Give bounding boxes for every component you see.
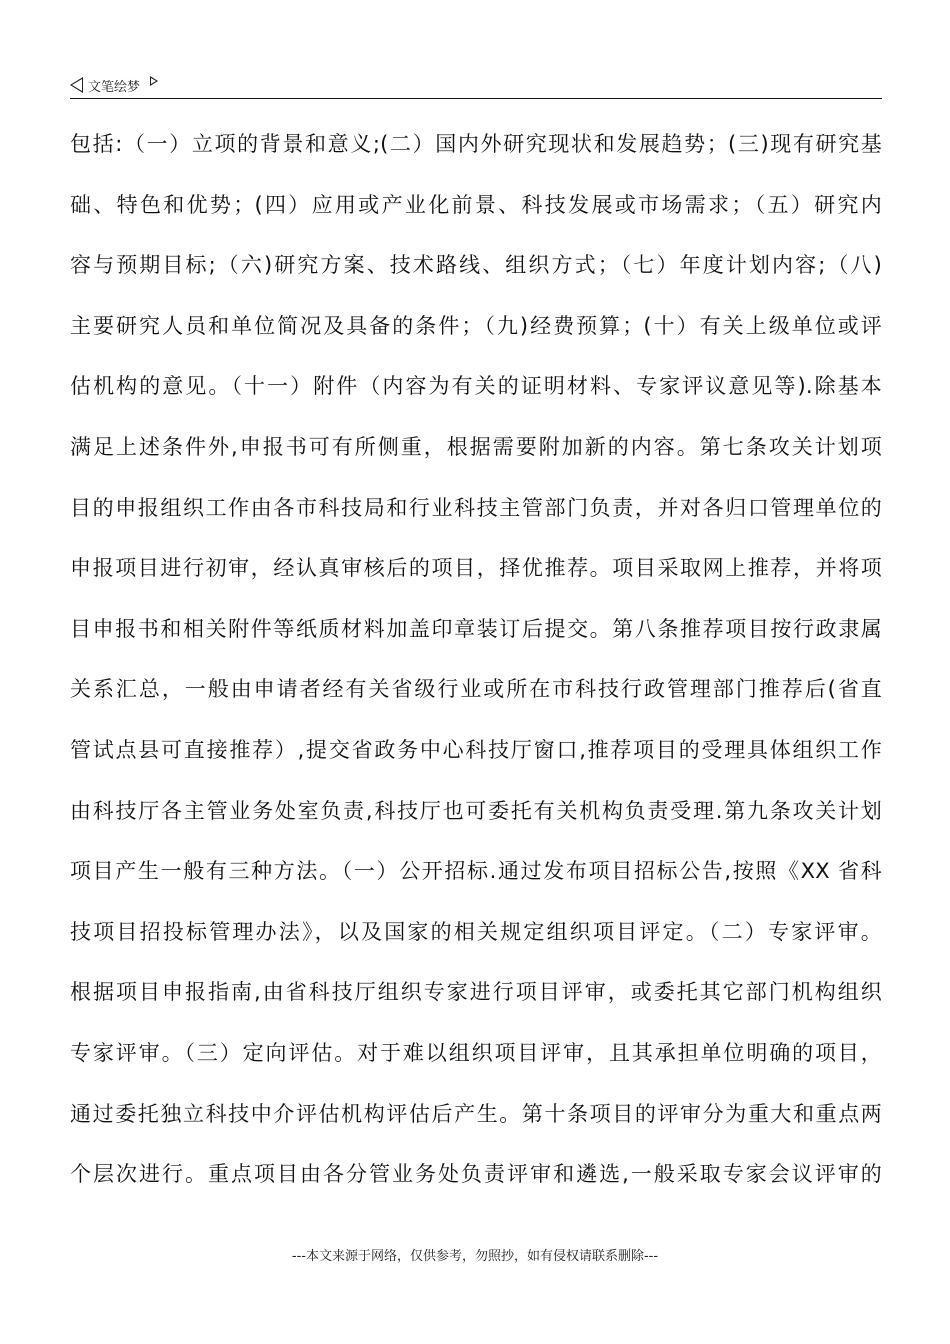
body-line: 满足上述条件外,申报书可有所侧重，根据需要附加新的内容。第七条攻关计划项 bbox=[70, 434, 882, 459]
body-line: 目的申报组织工作由各市科技局和行业科技主管部门负责，并对各归口管理单位的 bbox=[70, 495, 882, 520]
triangle-left-icon bbox=[70, 77, 83, 93]
body-line: 础、特色和优势；(四）应用或产业化前景、科技发展或市场需求；（五）研究内 bbox=[70, 192, 882, 217]
body-line: 由科技厅各主管业务处室负责,科技厅也可委托有关机构负责受理.第九条攻关计划 bbox=[70, 798, 882, 823]
body-line: 关系汇总，一般由申请者经有关省级行业或所在市科技行政管理部门推荐后(省直 bbox=[70, 677, 882, 702]
triangle-right-icon bbox=[150, 76, 158, 86]
body-line: 目申报书和相关附件等纸质材料加盖印章装订后提交。第八条推荐项目按行政隶属 bbox=[70, 616, 882, 641]
body-line: 申报项目进行初审，经认真审核后的项目，择优推荐。项目采取网上推荐，并将项 bbox=[70, 556, 882, 581]
body-line: 专家评审。（三）定向评估。对于难以组织项目评审，且其承担单位明确的项目， bbox=[70, 1040, 882, 1065]
body-line: 项目产生一般有三种方法。（一）公开招标.通过发布项目招标公告,按照《XX 省科 bbox=[70, 859, 882, 884]
page-header bbox=[70, 74, 882, 96]
body-line: 容与预期目标;（六)研究方案、技术路线、组织方式；（七）年度计划内容;（八) bbox=[70, 253, 882, 278]
body-line: 通过委托独立科技中介评估机构评估后产生。第十条项目的评审分为重大和重点两 bbox=[70, 1101, 882, 1126]
body-line: 主要研究人员和单位简况及具备的条件；（九)经费预算；(十）有关上级单位或评 bbox=[70, 313, 882, 338]
body-line: 包括:（一）立项的背景和意义;(二）国内外研究现状和发展趋势；(三)现有研究基 bbox=[70, 132, 882, 156]
body-line: 根据项目申报指南,由省科技厅组织专家进行项目评审，或委托其它部门机构组织 bbox=[70, 980, 882, 1005]
document-body bbox=[70, 122, 882, 1213]
body-line: 管试点县可直接推荐）,提交省政务中心科技厅窗口,推荐项目的受理具体组织工作 bbox=[70, 737, 882, 762]
header-divider bbox=[70, 98, 882, 99]
footer-disclaimer: ---本文来源于网络，仅供参考，勿照抄，如有侵权请联系删除--- bbox=[291, 1249, 659, 1264]
body-line: 个层次进行。重点项目由各分管业务处负责评审和遴选,一般采取专家会议评审的 bbox=[70, 1162, 882, 1187]
header-title: 文笔绘梦 bbox=[88, 79, 141, 95]
body-line: 技项目招投标管理办法》，以及国家的相关规定组织项目评定。（二）专家评审。 bbox=[70, 919, 882, 944]
body-line: 估机构的意见。（十一）附件（内容为有关的证明材料、专家评议意见等).除基本 bbox=[70, 374, 882, 399]
